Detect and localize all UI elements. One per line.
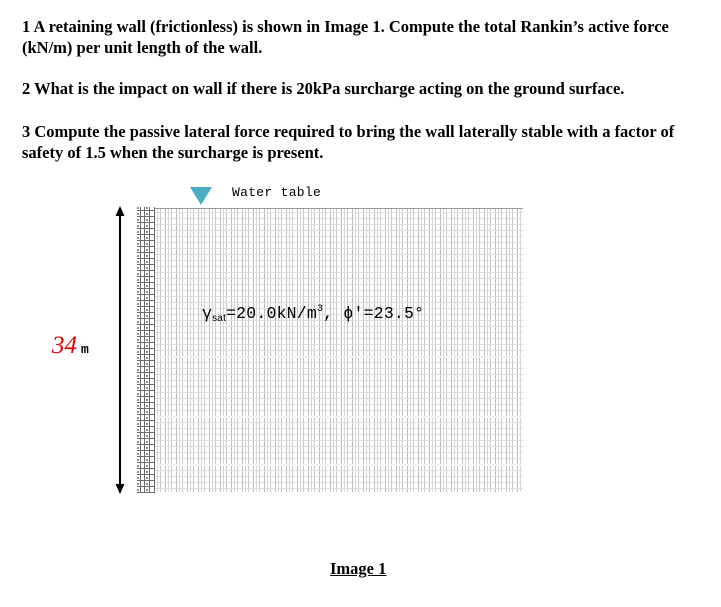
arrow-up-icon xyxy=(116,206,125,216)
soil-band xyxy=(155,356,523,358)
gamma-subscript: sat xyxy=(212,313,227,324)
water-table-label: Water table xyxy=(232,185,322,200)
soil-band xyxy=(155,464,523,466)
question-2: 2 What is the impact on wall if there is 20kPa surcharge acting on the ground surface. xyxy=(22,79,625,98)
retaining-wall xyxy=(137,207,155,493)
soil-block xyxy=(155,208,523,492)
unit-exponent: 3 xyxy=(316,304,324,315)
wall-height-unit: m xyxy=(81,342,89,357)
unit-weight-value: =20.0kN/m xyxy=(226,304,317,323)
soil-properties-label xyxy=(202,304,424,324)
question-3: 3 Compute the passive lateral force required to bring the wall laterally stable with a factor of safety of 1.5 when the surcharge is present. xyxy=(22,122,675,162)
soil-band xyxy=(155,416,523,418)
water-table-icon xyxy=(190,187,212,205)
wall-height-value: 34 xyxy=(52,332,77,359)
question-1: 1 A retaining wall (frictionless) is shown in Image 1. Compute the total Rankin’s active force (kN/m) per unit length of the wall. xyxy=(22,17,669,57)
arrow-down-icon xyxy=(116,484,125,494)
wall-height-label xyxy=(52,332,89,360)
friction-angle-value: ϕ′=23.5° xyxy=(343,304,425,323)
label-separator: , xyxy=(323,304,344,323)
gamma-symbol: γ xyxy=(202,304,213,323)
figure-caption: Image 1 xyxy=(330,559,387,578)
